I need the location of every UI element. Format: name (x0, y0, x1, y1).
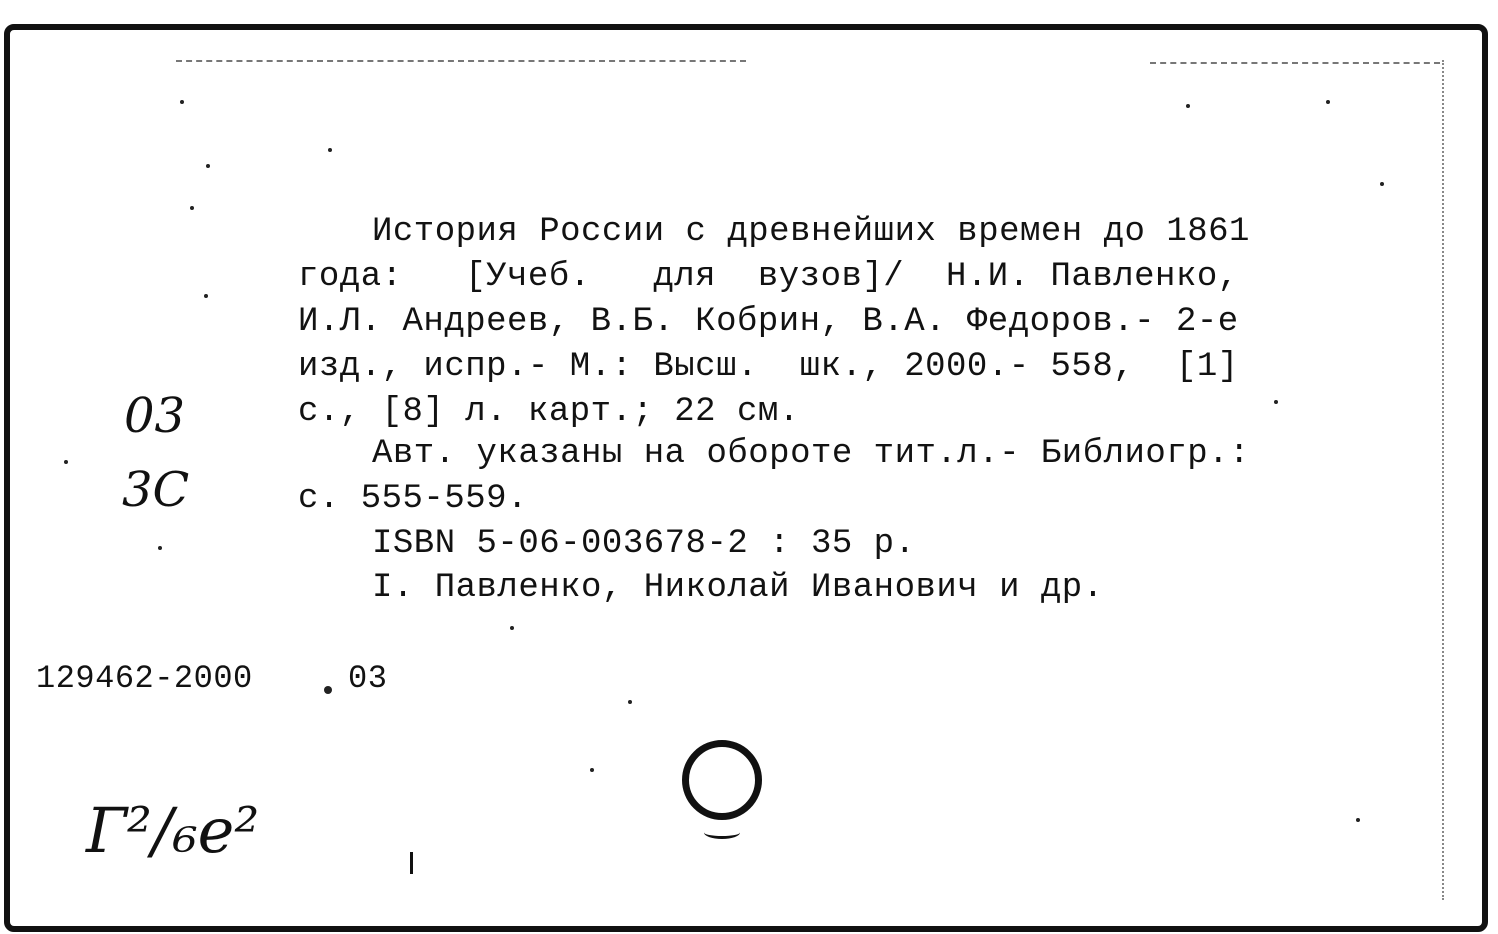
right-dotted-rule (1442, 60, 1444, 900)
speck (1326, 100, 1330, 104)
speck (1186, 104, 1190, 108)
isbn-line: ISBN 5-06-003678-2 : 35 р. (372, 525, 916, 563)
title-line-5: с., [8] л. карт.; 22 см. (298, 393, 800, 431)
speck (1274, 400, 1278, 404)
punch-hole-mark (704, 826, 740, 839)
speck (1380, 182, 1384, 186)
handwritten-shelf-code: 3С (122, 462, 190, 518)
speck (590, 768, 594, 772)
speck (1356, 818, 1360, 822)
title-line-2: года: [Учеб. для вузов]/ Н.И. Павленко, (298, 258, 1239, 296)
speck (328, 148, 332, 152)
speck (64, 460, 68, 464)
handwritten-author-mark: Г²/₆е² (86, 794, 260, 867)
handwritten-class-code: 03 (124, 388, 186, 444)
title-line-1: История России с древнейших времен до 1861 (372, 213, 1250, 251)
speck (190, 206, 194, 210)
speck (204, 294, 208, 298)
inventory-dot (324, 686, 332, 694)
speck (628, 700, 632, 704)
pencil-tick (410, 852, 413, 874)
speck (158, 546, 162, 550)
title-line-3: И.Л. Андреев, В.Б. Кобрин, В.А. Федоров.- 2-е (298, 303, 1239, 341)
note-line-1: Авт. указаны на обороте тит.л.- Библиогр.: (372, 435, 1250, 473)
card-punch-hole (682, 740, 762, 820)
top-dashed-rule-right (1150, 62, 1440, 64)
note-line-2: с. 555-559. (298, 480, 528, 518)
top-dashed-rule-left (176, 60, 746, 62)
inventory-number: 129462-2000 (36, 660, 253, 697)
speck (180, 100, 184, 104)
speck (510, 626, 514, 630)
speck (206, 164, 210, 168)
author-entry-line: I. Павленко, Николай Иванович и др. (372, 569, 1104, 607)
inventory-code: 03 (348, 660, 388, 697)
title-line-4: изд., испр.- М.: Высш. шк., 2000.- 558, [1] (298, 348, 1239, 386)
